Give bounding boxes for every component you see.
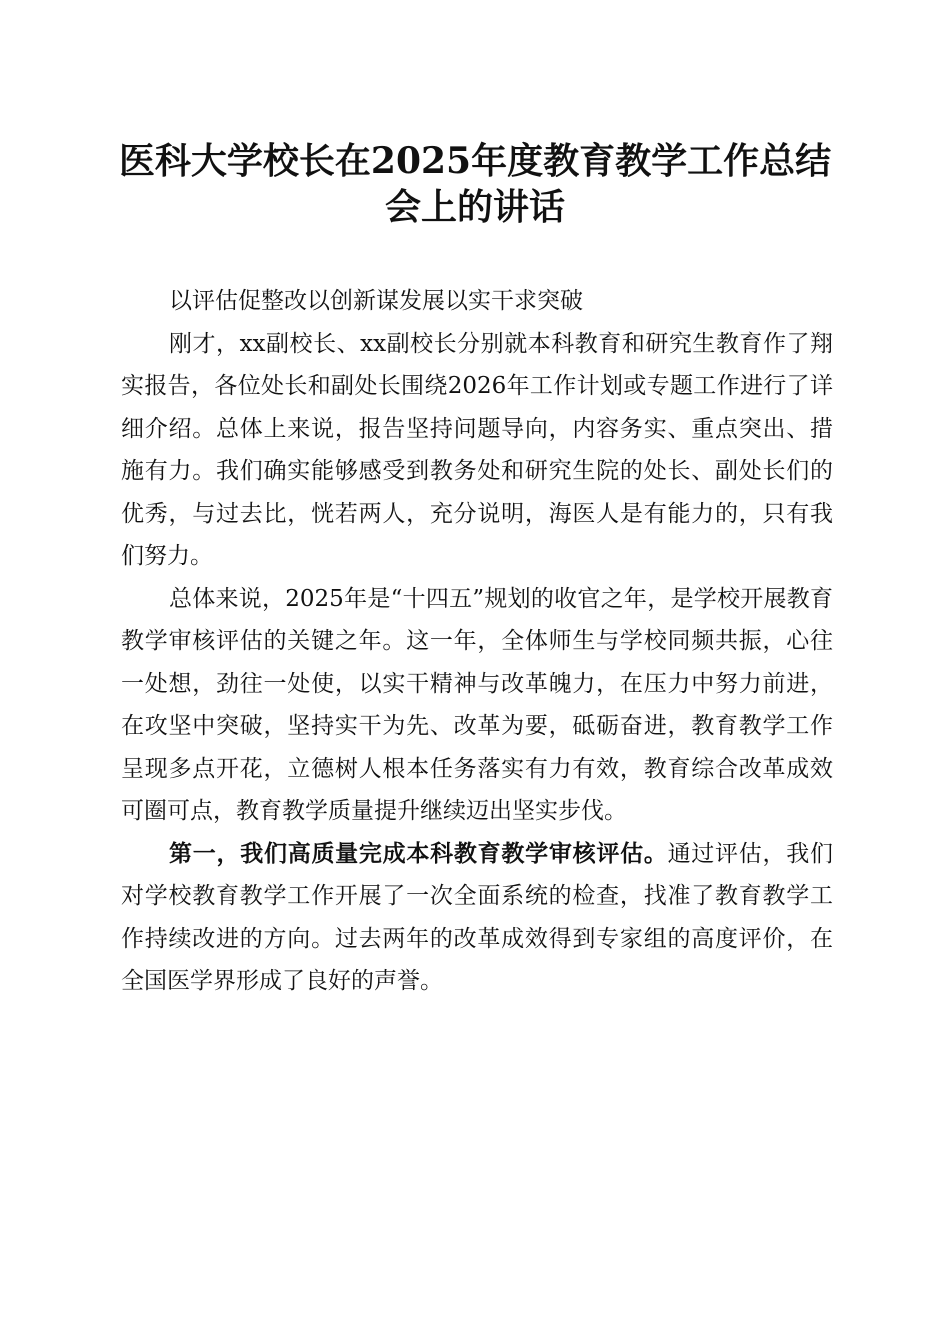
paragraph-3-lead: 第一，我们高质量完成本科教育教学审核评估。 <box>169 839 668 867</box>
title-line-2: 会上的讲话 <box>384 186 565 228</box>
document-title <box>100 138 850 230</box>
paragraph-1: 刚才，xx副校长、xx副校长分别就本科教育和研究生教育作了翔实报告，各位处长和副处长围绕2026年工作计划或专题工作进行了详细介绍。总体上来说，报告坚持问题导向，内容务实、重点突出、措施有力。我们确实能够感受到教务处和研究生院的处长、副处长们的优秀，与过去比，恍若两人，充分说明，海医人是有能力的，只有我们努力。 <box>121 330 833 569</box>
document-body <box>121 280 833 1003</box>
paragraph-2: 总体来说，2025年是“十四五”规划的收官之年，是学校开展教育教学审核评估的关键之年。这一年，全体师生与学校同频共振，心往一处想，劲往一处使，以实干精神与改革魄力，在压力中努力前进，在攻坚中突破，坚持实干为先、改革为要，砥砺奋进，教育教学工作呈现多点开花，立德树人根本任务落实有力有效，教育综合改革成效可圈可点，教育教学质量提升继续迈出坚实步伐。 <box>121 585 833 824</box>
paragraph-3 <box>121 833 833 1003</box>
paragraph-3-rest: 通过评估，我们对学校教育教学工作开展了一次全面系统的检查，找准了教育教学工作持续改进的方向。过去两年的改革成效得到专家组的高度评价，在全国医学界形成了良好的声誉。 <box>121 840 834 994</box>
subtitle-paragraph: 以评估促整改以创新谋发展以实干求突破 <box>169 288 583 314</box>
title-line-1: 医科大学校长在2025年度教育教学工作总结 <box>118 140 832 182</box>
